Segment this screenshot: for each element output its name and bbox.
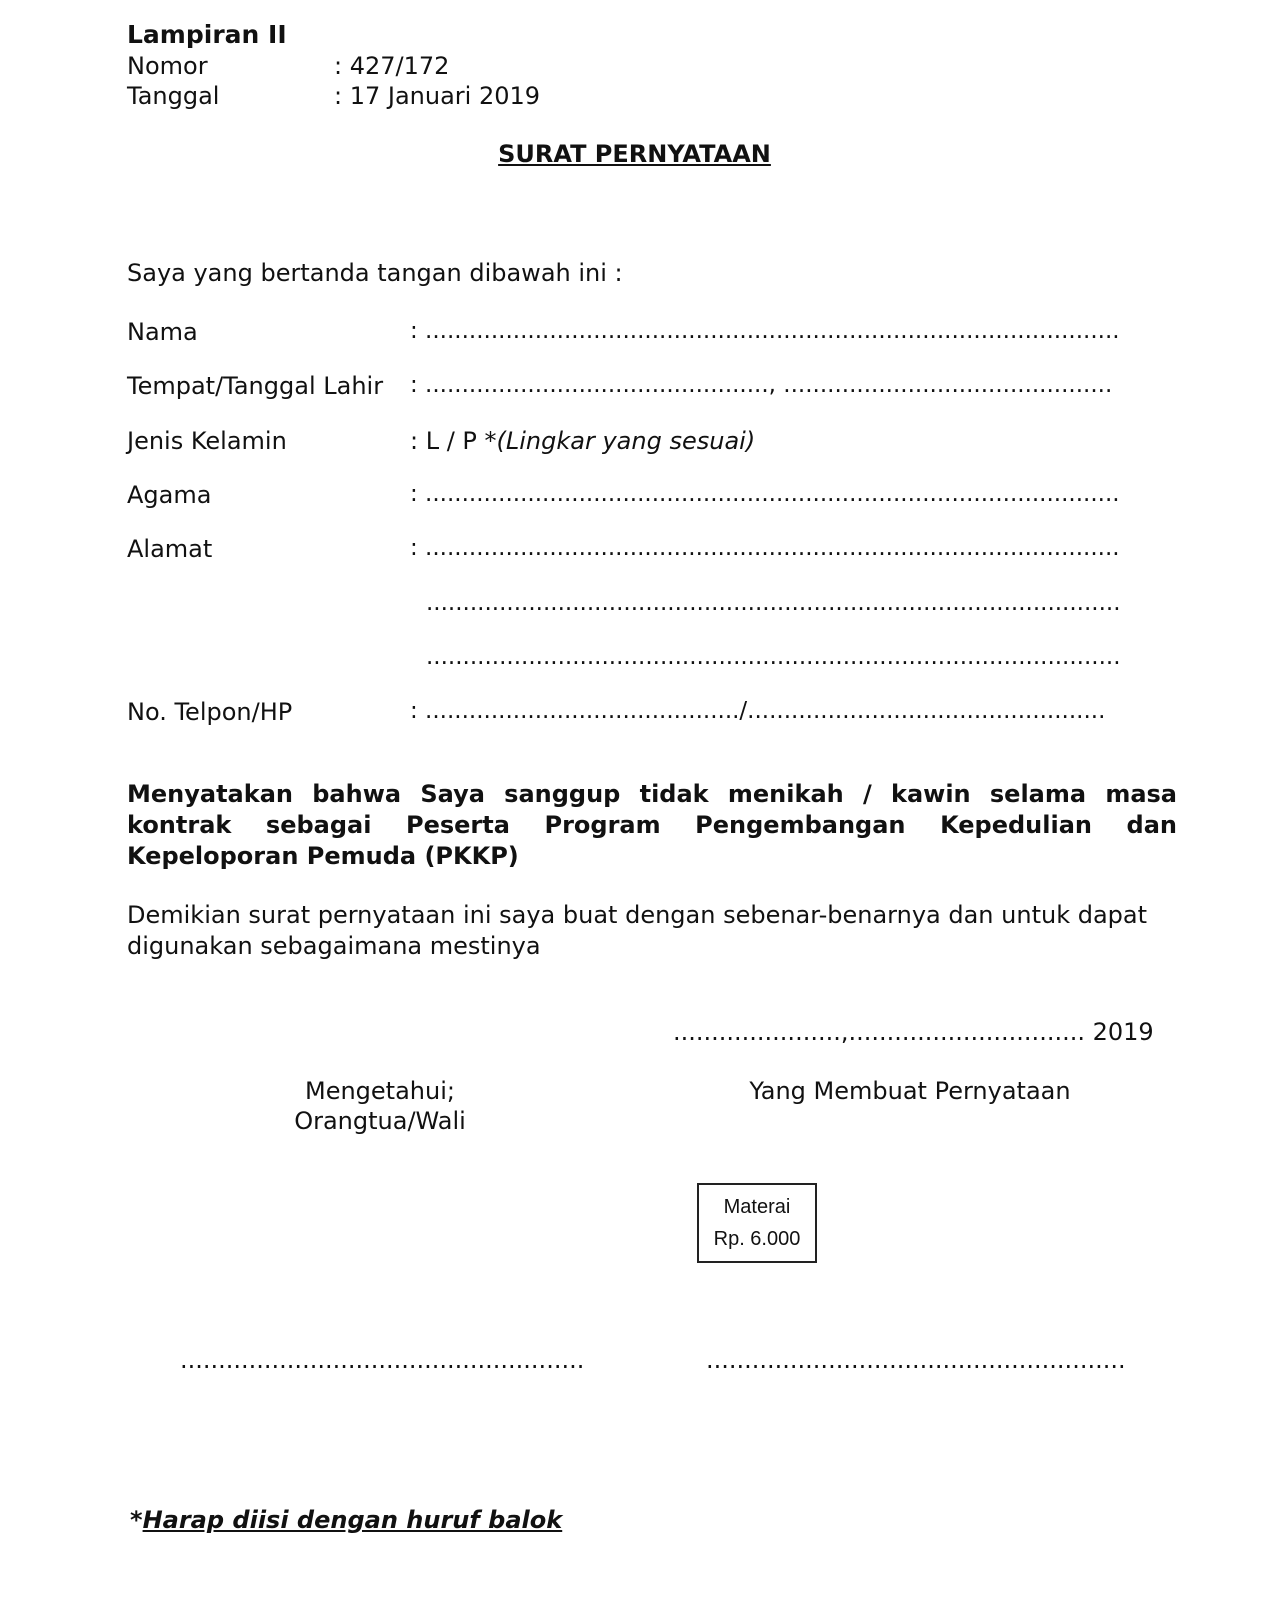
nomor-value: : 427/172 bbox=[334, 52, 450, 80]
footnote-star: * bbox=[130, 1506, 143, 1534]
jenis-kelamin-options: : L / P * bbox=[410, 427, 497, 455]
orangtua-wali-label: Orangtua/Wali bbox=[294, 1107, 466, 1135]
alamat-label: Alamat bbox=[127, 535, 213, 563]
nama-field[interactable]: : ............................................................................................... bbox=[410, 318, 1120, 344]
nama-label: Nama bbox=[127, 318, 198, 346]
jenis-kelamin-note: (Lingkar yang sesuai) bbox=[496, 427, 756, 455]
agama-field[interactable]: : ............................................................................................... bbox=[410, 481, 1120, 507]
footnote bbox=[130, 1506, 562, 1535]
ttl-label: Tempat/Tanggal Lahir bbox=[127, 372, 384, 400]
intro-text: Saya yang bertanda tangan dibawah ini : bbox=[127, 259, 623, 287]
statement-text: Menyatakan bahwa Saya sanggup tidak menikah / kawin selama masa kontrak sebagai Peserta Program Pengembangan Kepedulian dan Kepeloporan Pemuda (PKKP) bbox=[127, 780, 1177, 870]
mengetahui-label: Mengetahui; bbox=[305, 1077, 455, 1105]
telp-label: No. Telpon/HP bbox=[127, 698, 293, 726]
jenis-kelamin-field[interactable] bbox=[410, 427, 755, 456]
signature-line-wali[interactable]: ..................................................... bbox=[180, 1346, 585, 1374]
agama-label: Agama bbox=[127, 481, 212, 509]
tanggal-value: : 17 Januari 2019 bbox=[334, 82, 541, 110]
signature-line-pembuat[interactable]: ....................................................... bbox=[706, 1346, 1126, 1374]
materai-label: Materai bbox=[723, 1196, 791, 1218]
nomor-label: Nomor bbox=[127, 52, 208, 80]
pembuat-pernyataan-label: Yang Membuat Pernyataan bbox=[749, 1077, 1071, 1105]
alamat-field-line1[interactable]: : ............................................................................................... bbox=[410, 535, 1120, 561]
materai-value: Rp. 6.000 bbox=[713, 1228, 801, 1250]
footnote-text: Harap diisi dengan huruf balok bbox=[142, 1506, 563, 1534]
ttl-field[interactable]: : ..............................................., ............................................. bbox=[410, 372, 1113, 398]
jenis-kelamin-label: Jenis Kelamin bbox=[127, 427, 287, 455]
date-line[interactable]: ......................,............................... 2019 bbox=[673, 1018, 1154, 1046]
document-title: SURAT PERNYATAAN bbox=[498, 140, 771, 168]
tanggal-label: Tanggal bbox=[127, 82, 220, 110]
telp-field[interactable]: : .........................................../................................................. bbox=[410, 698, 1106, 724]
alamat-field-line3[interactable]: ............................................................................................... bbox=[426, 644, 1121, 670]
lampiran-label: Lampiran II bbox=[127, 20, 287, 49]
alamat-field-line2[interactable]: ............................................................................................... bbox=[426, 590, 1121, 616]
materai-stamp-box bbox=[697, 1183, 817, 1263]
closing-text: Demikian surat pernyataan ini saya buat dengan sebenar-benarnya dan untuk dapat digunakan sebagaimana mestinya bbox=[127, 901, 1148, 960]
